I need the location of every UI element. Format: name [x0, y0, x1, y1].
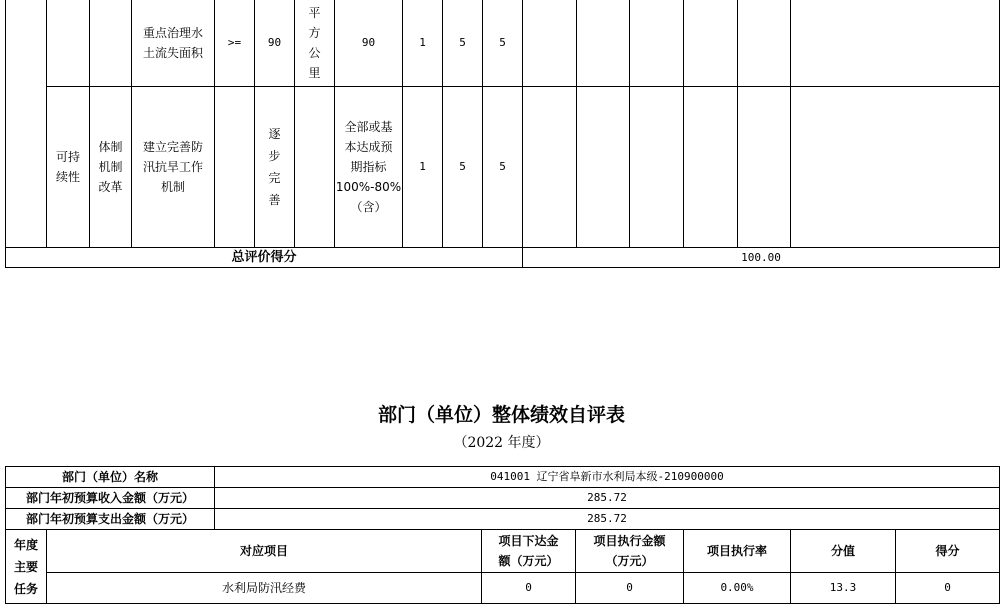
- indicator-cell: 重点治理水 土流失面积: [142, 26, 203, 60]
- row-score: 0: [944, 581, 951, 594]
- total-score-value: 100.00: [741, 250, 781, 264]
- row-points: 13.3: [829, 581, 857, 594]
- expense-label: 部门年初预算支出金额（万元）: [25, 512, 194, 526]
- score-max-cell: 5: [459, 36, 466, 49]
- header-rate: 项目执行率: [706, 544, 767, 558]
- header-issued: 项目下达金 额（万元）: [498, 534, 559, 568]
- operator-cell: >=: [227, 36, 242, 49]
- actual-cell: 90: [361, 36, 376, 49]
- header-executed: 项目执行金额 （万元）: [593, 534, 666, 568]
- report-year: （2022 年度）: [453, 435, 550, 451]
- unit-cell: 平 方 公 里: [308, 6, 321, 80]
- annual-task-label: 年度 主要 任务: [13, 537, 38, 596]
- category-cell: 可持 续性: [55, 150, 80, 184]
- income-value: 285.72: [587, 491, 627, 504]
- row-project: 水利局防汛经费: [221, 581, 306, 595]
- target-cell: 90: [267, 36, 282, 49]
- indicator-cell: 建立完善防 汛抗旱工作 机制: [142, 140, 203, 194]
- score-cell: 5: [499, 36, 506, 49]
- header-score: 得分: [935, 544, 960, 558]
- income-label: 部门年初预算收入金额（万元）: [25, 491, 194, 505]
- header-points: 分值: [830, 544, 855, 558]
- weight-cell: 1: [419, 36, 426, 49]
- header-project: 对应项目: [239, 544, 288, 558]
- score-max-cell: 5: [459, 160, 466, 173]
- total-score-label: 总评价得分: [231, 249, 297, 265]
- target-cell: 逐 步 完 善: [268, 127, 281, 207]
- row-executed: 0: [626, 581, 633, 594]
- report-title: 部门（单位）整体绩效自评表: [377, 404, 625, 426]
- weight-cell: 1: [419, 160, 426, 173]
- row-issued: 0: [525, 581, 532, 594]
- subcategory-cell: 体制 机制 改革: [98, 140, 123, 194]
- expense-value: 285.72: [587, 512, 627, 525]
- unit-name-label: 部门（单位）名称: [61, 470, 158, 484]
- row-rate: 0.00%: [720, 581, 754, 594]
- score-cell: 5: [499, 160, 506, 173]
- actual-cell: 全部或基 本达成预 期指标 100%-80% （含）: [335, 120, 402, 214]
- unit-name-value: 041001 辽宁省阜新市水利局本级-210900000: [490, 470, 724, 483]
